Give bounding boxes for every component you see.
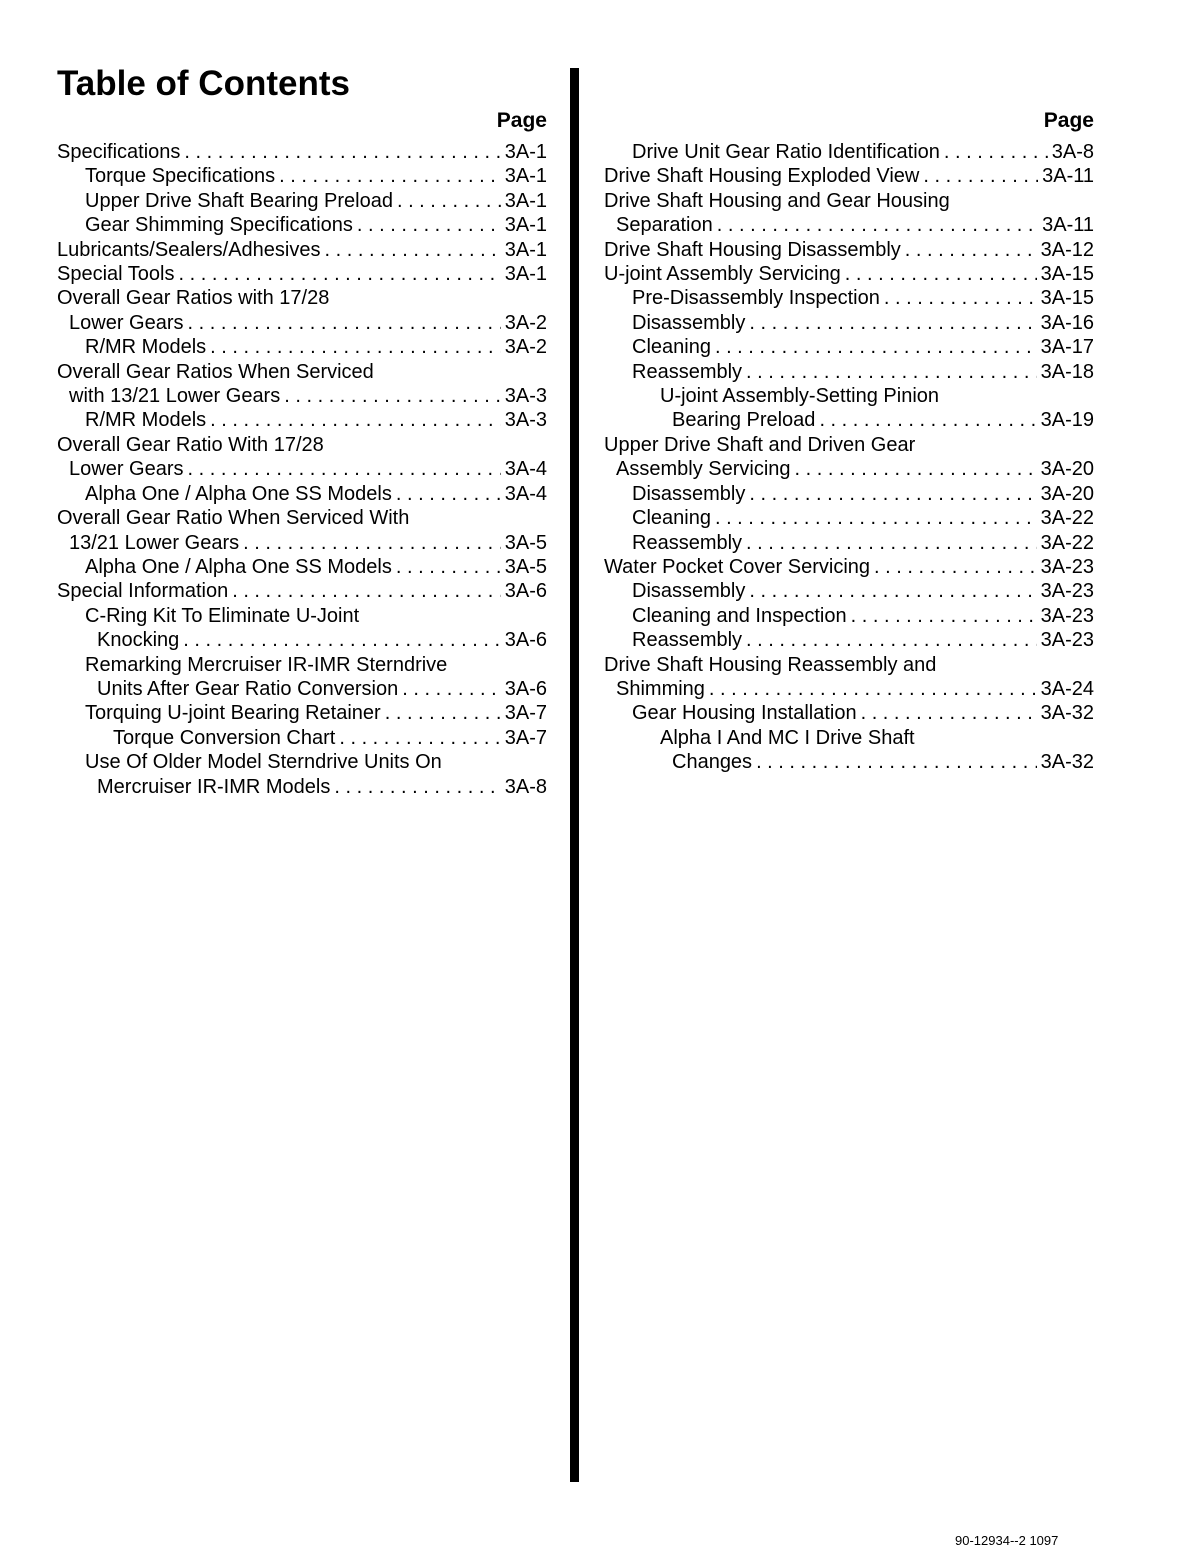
toc-entry[interactable] [57,286,547,335]
toc-entry-title: Overall Gear Ratios with 17/28 [57,287,330,310]
dot-leader [339,726,500,750]
toc-entry[interactable] [604,140,1094,164]
toc-entry-line [632,701,1094,725]
toc-entry-title: 13/21 Lower Gears [69,531,240,554]
toc-entry[interactable] [57,555,547,579]
toc-entry-line [604,238,1094,262]
toc-entry-title: Knocking [97,629,180,652]
toc-entry[interactable] [57,506,547,555]
toc-entry-line [57,140,547,164]
toc-entry-page-number: 3A-1 [504,165,547,188]
dot-leader [210,335,501,359]
toc-entry-line [632,360,1094,384]
toc-entry-title: R/MR Models [85,336,207,359]
toc-entry-title: Cleaning [632,336,711,359]
toc-entry-title: Water Pocket Cover Servicing [604,555,871,578]
toc-entry[interactable] [604,531,1094,555]
toc-entry-line [57,286,547,310]
dot-leader [746,628,1037,652]
dot-leader [183,628,500,652]
toc-entry-page-number: 3A-3 [504,409,547,432]
toc-entry-line [632,604,1094,628]
toc-entry-title: Drive Shaft Housing Reassembly and [604,653,937,676]
toc-entry-title: Pre-Disassembly Inspection [632,287,880,310]
dot-leader [397,189,501,213]
toc-entry-line [632,286,1094,310]
toc-entry-page-number: 3A-19 [1040,409,1094,432]
dot-leader [884,286,1037,310]
toc-entry-line [57,457,547,481]
toc-entry[interactable] [604,628,1094,652]
dot-leader [284,384,501,408]
toc-entry[interactable] [57,653,547,702]
toc-entry-title: Overall Gear Ratio When Serviced With [57,507,410,530]
toc-entry-title: Upper Drive Shaft and Driven Gear [604,433,916,456]
dot-leader [232,579,501,603]
toc-entry-title: C-Ring Kit To Eliminate U-Joint [85,604,360,627]
toc-entry-title: Specifications [57,141,181,163]
dot-leader [749,579,1036,603]
toc-entry-title: Gear Shimming Specifications [85,214,353,237]
toc-entry-page-number: 3A-1 [504,189,547,212]
toc-entry-page-number: 3A-20 [1040,458,1094,481]
toc-entry[interactable] [57,335,547,359]
toc-entry-page-number: 3A-7 [504,702,547,725]
document-number: 90-12934--2 1097 [955,1533,1059,1548]
toc-entry-page-number: 3A-8 [504,775,547,798]
toc-entry-page-number: 3A-6 [504,629,547,652]
toc-entry-line [85,555,547,579]
toc-entry-title: Upper Drive Shaft Bearing Preload [85,189,393,212]
toc-entry-line [604,262,1094,286]
toc-entry[interactable] [604,579,1094,603]
toc-entry-title: Overall Gear Ratios When Serviced [57,360,374,383]
toc-entry[interactable] [604,555,1094,579]
dot-leader [243,531,501,555]
toc-entry-line [632,311,1094,335]
toc-entry-title: Bearing Preload [672,409,816,432]
dot-leader [279,164,501,188]
toc-entry-title: Reassembly [632,531,743,554]
page-title: Table of Contents [57,64,350,103]
toc-entry[interactable] [604,653,1094,702]
toc-entry-line [85,213,547,237]
toc-entry-line [632,140,1094,164]
dot-leader [385,701,501,725]
toc-entry-line [604,653,1094,677]
toc-entry[interactable] [604,164,1094,188]
toc-entry-line [632,531,1094,555]
toc-entry-page-number: 3A-1 [504,238,547,261]
toc-entry-title: Units After Gear Ratio Conversion [97,677,399,700]
toc-entry-page-number: 3A-5 [504,555,547,578]
toc-entry-line [57,262,547,286]
toc-entry-page-number: 3A-6 [504,580,547,603]
dot-leader [715,335,1037,359]
toc-entry-page-number: 3A-32 [1040,751,1094,774]
toc-entry-title: Remarking Mercruiser IR-IMR Sterndrive [85,653,448,676]
toc-entry-line [57,384,547,408]
dot-leader [357,213,501,237]
toc-entry-page-number: 3A-23 [1040,580,1094,603]
toc-entry-line [85,335,547,359]
toc-entry-page-number: 3A-3 [504,385,547,408]
toc-entry-title: Shimming [616,677,705,700]
toc-entry-list [57,140,547,799]
toc-entry[interactable] [57,189,547,213]
toc-entry[interactable] [57,726,547,750]
toc-entry-page-number: 3A-17 [1040,336,1094,359]
toc-entry-page-number: 3A-32 [1040,702,1094,725]
toc-entry-title: Lower Gears [69,311,184,334]
toc-entry-title: Lubricants/Sealers/Adhesives [57,238,321,261]
toc-entry-title: Overall Gear Ratio With 17/28 [57,433,324,456]
toc-entry-line [57,360,547,384]
toc-entry[interactable] [604,506,1094,530]
toc-entry-title: Alpha I And MC I Drive Shaft [660,726,915,749]
toc-entry-line [660,750,1094,774]
toc-entry-line [57,433,547,457]
toc-entry-line [113,726,547,750]
dot-leader [944,140,1048,164]
toc-entry-line [632,579,1094,603]
toc-entry-line [660,408,1094,432]
toc-entry-page-number: 3A-11 [1042,214,1094,237]
toc-entry-line [57,238,547,262]
dot-leader [749,311,1036,335]
column-divider [570,68,579,1482]
dot-leader [746,531,1037,555]
toc-entry[interactable] [57,140,547,164]
toc-entry-title: Drive Unit Gear Ratio Identification [632,141,940,163]
toc-entry-page-number: 3A-7 [504,726,547,749]
toc-entry-line [632,335,1094,359]
toc-entry-line [57,579,547,603]
toc-entry-title: U-joint Assembly Servicing [604,263,841,286]
toc-entry-line [85,604,547,628]
dot-leader [396,555,501,579]
toc-entry-page-number: 3A-1 [504,214,547,237]
toc-entry-title: Special Tools [57,263,175,286]
toc-entry[interactable] [57,213,547,237]
toc-entry-line [85,677,547,701]
toc-entry-page-number: 3A-8 [1051,141,1094,163]
dot-leader [188,311,501,335]
toc-entry[interactable] [604,286,1094,310]
toc-entry-page-number: 3A-1 [504,141,547,163]
toc-entry-page-number: 3A-23 [1040,629,1094,652]
toc-entry-line [604,213,1094,237]
toc-entry-title: U-joint Assembly-Setting Pinion [660,385,940,408]
toc-entry[interactable] [57,408,547,432]
toc-entry-line [604,555,1094,579]
toc-entry-page-number: 3A-18 [1040,360,1094,383]
toc-entry-page-number: 3A-2 [504,311,547,334]
dot-leader [851,604,1037,628]
toc-entry-line [604,164,1094,188]
toc-entry[interactable] [57,164,547,188]
toc-entry[interactable] [604,360,1094,384]
toc-entry-title: R/MR Models [85,409,207,432]
toc-entry-title: Disassembly [632,580,746,603]
toc-entry[interactable] [57,604,547,653]
dot-leader [717,213,1038,237]
dot-leader [184,140,500,164]
toc-entry-title: Reassembly [632,360,743,383]
toc-entry-line [85,653,547,677]
toc-entry[interactable] [604,238,1094,262]
toc-entry-title: Disassembly [632,311,746,334]
dot-leader [845,262,1037,286]
dot-leader [188,457,501,481]
toc-entry-page-number: 3A-20 [1040,482,1094,505]
toc-entry-title: Torque Conversion Chart [113,726,336,749]
toc-entry[interactable] [604,482,1094,506]
toc-entry-line [85,408,547,432]
toc-entry-list [604,140,1094,775]
toc-entry-title: Alpha One / Alpha One SS Models [85,482,392,505]
toc-entry-title: Drive Shaft Housing Disassembly [604,238,901,261]
dot-leader [746,360,1037,384]
toc-entry-line [604,189,1094,213]
toc-entry-page-number: 3A-24 [1040,677,1094,700]
toc-entry-title: Reassembly [632,629,743,652]
toc-entry-title: Torquing U-joint Bearing Retainer [85,702,381,725]
toc-right-column [604,108,1094,775]
toc-entry-line [660,384,1094,408]
dot-leader [795,457,1037,481]
toc-entry[interactable] [604,384,1094,433]
toc-entry-line [57,506,547,530]
toc-entry[interactable] [604,311,1094,335]
toc-entry-title: Lower Gears [69,458,184,481]
toc-entry-line [85,482,547,506]
toc-entry-line [85,189,547,213]
toc-entry-line [85,628,547,652]
toc-entry-page-number: 3A-5 [504,531,547,554]
toc-entry-page-number: 3A-23 [1040,604,1094,627]
dot-leader [324,238,500,262]
toc-entry-page-number: 3A-12 [1040,238,1094,261]
toc-entry-line [85,164,547,188]
toc-entry-line [57,531,547,555]
toc-entry-line [85,775,547,799]
toc-entry-title: Use Of Older Model Sterndrive Units On [85,751,442,774]
dot-leader [396,482,501,506]
toc-entry[interactable] [57,262,547,286]
toc-entry-title: Special Information [57,580,229,603]
dot-leader [178,262,500,286]
dot-leader [715,506,1037,530]
toc-entry-title: Drive Shaft Housing and Gear Housing [604,189,950,212]
dot-leader [923,164,1038,188]
toc-entry-page-number: 3A-6 [504,677,547,700]
toc-entry[interactable] [604,335,1094,359]
toc-entry-page-number: 3A-15 [1040,263,1094,286]
toc-entry[interactable] [604,262,1094,286]
toc-entry-title: Changes [672,751,753,774]
toc-entry-page-number: 3A-1 [504,263,547,286]
dot-leader [402,677,501,701]
toc-entry[interactable] [57,238,547,262]
toc-entry-page-number: 3A-15 [1040,287,1094,310]
dot-leader [709,677,1037,701]
toc-entry[interactable] [57,701,547,725]
toc-entry-page-number: 3A-4 [504,458,547,481]
toc-entry-line [85,701,547,725]
toc-entry-line [604,677,1094,701]
toc-entry-line [604,433,1094,457]
toc-entry-line [85,750,547,774]
toc-entry[interactable] [57,750,547,799]
toc-entry-title: Disassembly [632,482,746,505]
toc-entry-title: Separation [616,214,713,237]
toc-entry-line [604,457,1094,481]
toc-entry-title: Torque Specifications [85,165,276,188]
dot-leader [819,408,1036,432]
dot-leader [861,701,1037,725]
toc-entry[interactable] [604,604,1094,628]
toc-entry[interactable] [604,726,1094,775]
toc-entry-title: Cleaning and Inspection [632,604,847,627]
toc-entry[interactable] [57,433,547,482]
toc-entry-title: Alpha One / Alpha One SS Models [85,555,392,578]
toc-entry-line [632,482,1094,506]
dot-leader [210,408,501,432]
dot-leader [905,238,1037,262]
dot-leader [749,482,1036,506]
toc-entry[interactable] [604,189,1094,238]
toc-entry-title: Drive Shaft Housing Exploded View [604,165,920,188]
page-column-header: Page [1043,109,1094,132]
toc-entry-title: Gear Housing Installation [632,702,857,725]
dot-leader [334,775,500,799]
toc-entry-line [632,628,1094,652]
toc-entry-line [57,311,547,335]
toc-entry-line [632,506,1094,530]
toc-entry-page-number: 3A-16 [1040,311,1094,334]
toc-entry-line [660,726,1094,750]
toc-entry-page-number: 3A-11 [1042,165,1094,188]
toc-entry-page-number: 3A-4 [504,482,547,505]
toc-entry[interactable] [57,360,547,409]
toc-entry[interactable] [57,482,547,506]
toc-entry-title: Cleaning [632,507,711,530]
toc-entry-title: with 13/21 Lower Gears [69,385,281,408]
toc-left-column [57,108,547,799]
toc-entry[interactable] [604,433,1094,482]
toc-entry-page-number: 3A-22 [1040,507,1094,530]
toc-entry-page-number: 3A-22 [1040,531,1094,554]
toc-entry[interactable] [604,701,1094,725]
page-column-header: Page [496,109,547,132]
toc-entry-title: Assembly Servicing [616,458,791,481]
toc-entry-title: Mercruiser IR-IMR Models [97,775,331,798]
dot-leader [874,555,1037,579]
toc-entry-page-number: 3A-23 [1040,555,1094,578]
toc-entry[interactable] [57,579,547,603]
dot-leader [756,750,1037,774]
toc-entry-page-number: 3A-2 [504,336,547,359]
